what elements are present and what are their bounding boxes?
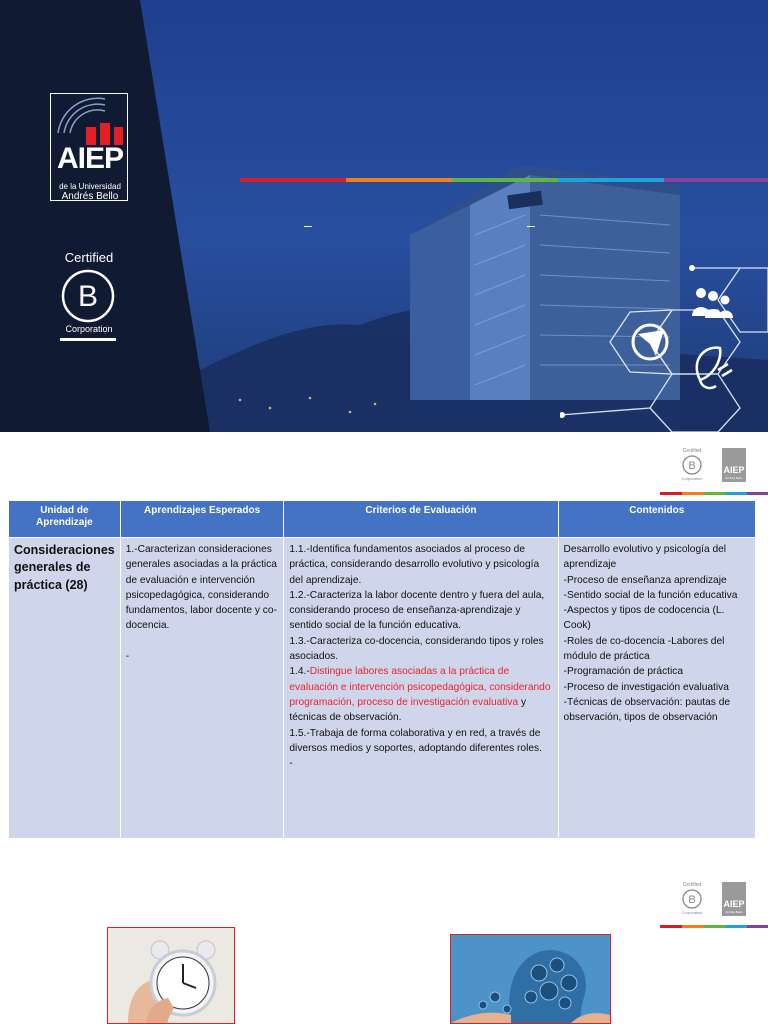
contenido-item: -Aspectos y tipos de codocencia (L. Cook) (563, 605, 725, 632)
plug-leaf-icon (697, 348, 732, 388)
header-logos-2 (676, 880, 766, 920)
aprendizajes-dash: - (125, 650, 130, 662)
cell-contenidos (558, 538, 755, 839)
table-row (9, 538, 756, 839)
criterio-1-1: 1.1.-Identifica fundamentos asociados al proceso de práctica, considerando desarrollo evolutivo y psicología del aprendizaje. (289, 544, 540, 586)
criterio-1-3: 1.3.-Caracteriza co-docencia, considerando tipos y roles asociados. (289, 635, 544, 663)
cell-aprendizajes (120, 538, 284, 839)
mini-aiep-text: AIEP (723, 465, 745, 475)
contenido-item: -Roles de co-docencia -Labores del módulo de práctica (563, 635, 725, 663)
header-color-line-2 (660, 925, 768, 928)
compass-icon (633, 325, 667, 359)
unit-title: Consideraciones generales de práctica (28) (14, 543, 115, 592)
mini-aiep-text-2: AIEP (723, 899, 745, 909)
mini-certified-text-2: Certified (682, 882, 702, 888)
aiep-logo-sub2: Andrés Bello (61, 191, 119, 202)
title-dash-right: – (527, 217, 535, 233)
header-contenidos: Contenidos (558, 501, 755, 538)
mini-aiep-sub: Andrés Bello (725, 476, 743, 480)
criterio-1-2: 1.2.-Caracteriza la labor docente dentro y fuera del aula, considerando proceso de enseñanza-aprendizaje y sentido social de la función educativa. (289, 589, 545, 632)
criterio-1-5: 1.5.-Trabaja de forma colaborativa y en red, a través de diversos medios y soportes, adoptando diferentes roles. (289, 727, 542, 754)
cover-slide (0, 0, 768, 432)
contenido-item: Desarrollo evolutivo y psicología del aprendizaje (563, 544, 727, 571)
header-criterios: Criterios de Evaluación (284, 501, 558, 538)
hexagon-icons (560, 260, 768, 432)
header-color-line (660, 492, 768, 495)
bcorp-certified-text: Certified (64, 250, 114, 265)
brain-gears-image (450, 934, 611, 1024)
mini-aiep-sub-2: Andrés Bello (725, 910, 743, 914)
mini-certified-text: Certified (682, 448, 702, 454)
curriculum-table (8, 500, 756, 839)
criterios-dash: - (289, 758, 293, 770)
header-logos (676, 446, 766, 486)
title-dash-left: – (304, 217, 312, 233)
bcorp-logo-icon (60, 268, 116, 324)
header-aprendizajes: Aprendizajes Esperados (120, 501, 284, 538)
contenido-item: -Sentido social de la función educativa (563, 589, 738, 601)
header-unidad: Unidad de Aprendizaje (9, 501, 121, 538)
bcorp-corporation-text: Corporation (65, 324, 113, 334)
aiep-logo-text: AIEP (56, 142, 124, 175)
people-icon (692, 288, 733, 318)
mini-corporation-text-2: Corporation (681, 910, 703, 915)
contenido-item: -Proceso de investigación evaluativa (563, 681, 729, 693)
bcorp-letter: B (77, 280, 99, 313)
mini-corporation-text: Corporation (681, 476, 703, 481)
contenido-item: -Técnicas de observación: pautas de observación, tipos de observación (563, 696, 731, 724)
alarm-clock-image (107, 927, 235, 1024)
bcorp-underline (60, 338, 116, 341)
contenido-item: -Proceso de enseñanza aprendizaje (563, 574, 727, 586)
criterio-1-4-highlight: Distingue labores asociadas a la práctica de evaluación e intervención psicopedagógica, considerando programación, proceso de investigación evaluativa (289, 666, 551, 708)
contenido-item: -Programación de práctica (563, 666, 684, 678)
aiep-logo-sub1: de la Universidad (59, 182, 121, 191)
table-header-row (9, 501, 756, 538)
color-stripe (240, 178, 768, 182)
criterio-1-4-prefix: 1.4.- (289, 666, 310, 678)
cell-unidad (9, 538, 121, 839)
criterio-1-4-suffix: y técnicas de observación. (289, 696, 527, 724)
mini-b-letter: B (688, 460, 696, 472)
mini-b-letter-2: B (688, 894, 696, 906)
aprendizajes-text: 1.-Caracterizan consideraciones generales asociadas a la práctica de evaluación e intervención psicopedagógica, considerando fundamentos, labor docente y co-docencia. (125, 544, 277, 632)
criterio-1-4 (289, 664, 552, 725)
cell-criterios (284, 538, 558, 839)
